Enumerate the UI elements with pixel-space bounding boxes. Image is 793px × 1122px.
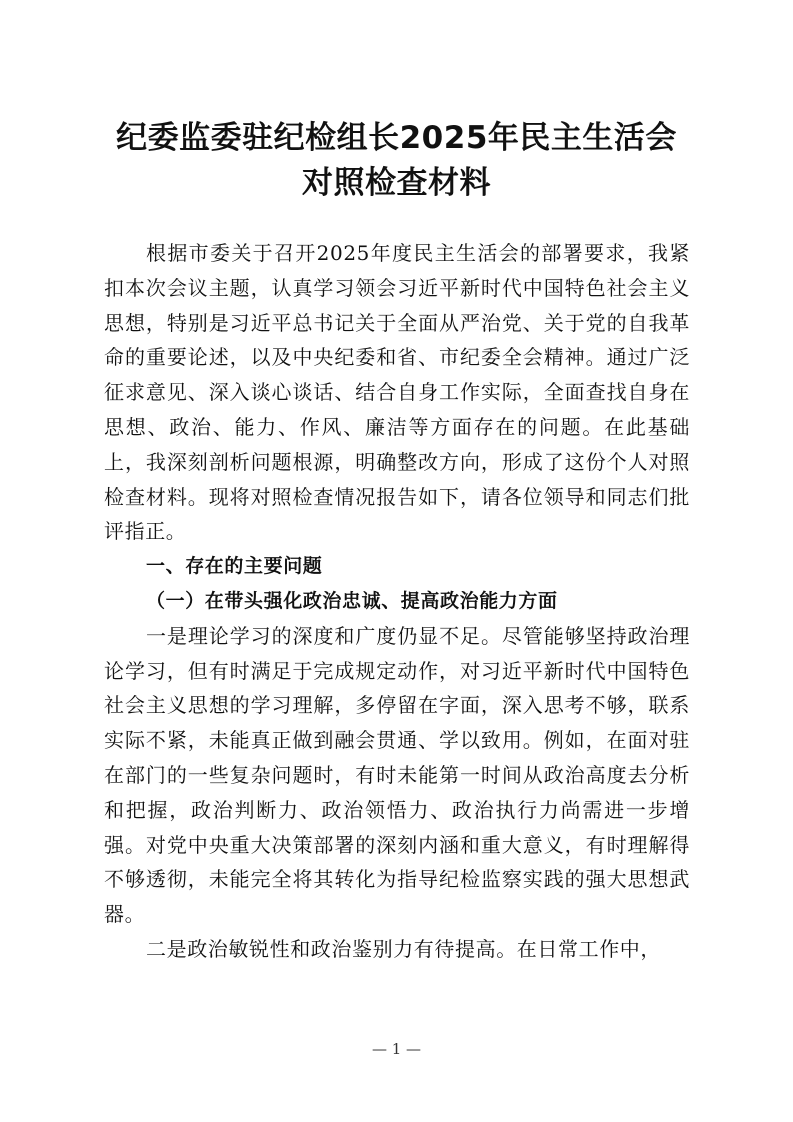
point-1-lead: 一是 <box>146 623 188 648</box>
point-1-paragraph <box>104 619 690 932</box>
page-number: — 1 — <box>371 1040 422 1058</box>
point-1-text: 理论学习的深度和广度仍显不足。尽管能够坚持政治理论学习，但有时满足于完成规定动作，对习近平新时代中国特色社会主义思想的学习理解，多停留在字面，深入思考不够，联系实际不紧，未能真正做到融会贯通、学以致用。例如，在面对驻在部门的一些复杂问题时，有时未能第一时间从政治高度去分析和把握，政治判断力、政治领悟力、政治执行力尚需进一步增强。对党中央重大决策部署的深刻内涵和重大意义，有时理解得不够透彻，未能完全将其转化为指导纪检监察实践的强大思想武器。 <box>104 623 690 927</box>
document-title-line-2: 对照检查材料 <box>302 165 491 201</box>
point-2-paragraph <box>104 932 690 967</box>
intro-paragraph: 根据市委关于召开2025年度民主生活会的部署要求，我紧扣本次会议主题，认真学习领会习近平新时代中国特色社会主义思想，特别是习近平总书记关于全面从严治党、关于党的自我革命的重要论述，以及中央纪委和省、市纪委全会精神。通过广泛征求意见、深入谈心谈话、结合自身工作实际，全面查找自身在思想、政治、能力、作风、廉洁等方面存在的问题。在此基础上，我深刻剖析问题根源，明确整改方向，形成了这份个人对照检查材料。现将对照检查情况报告如下，请各位领导和同志们批评指正。 <box>104 241 690 544</box>
subsection-heading: （一）在带头强化政治忠诚、提高政治能力方面 <box>146 589 558 612</box>
section-heading: 一、存在的主要问题 <box>146 555 323 578</box>
document-body <box>104 236 690 967</box>
point-2-lead: 二是 <box>146 936 188 961</box>
document-title-line-1: 纪委监委驻纪检组长2025年民主生活会 <box>116 120 677 156</box>
point-2-text: 政治敏锐性和政治鉴别力有待提高。在日常工作中， <box>187 936 662 961</box>
